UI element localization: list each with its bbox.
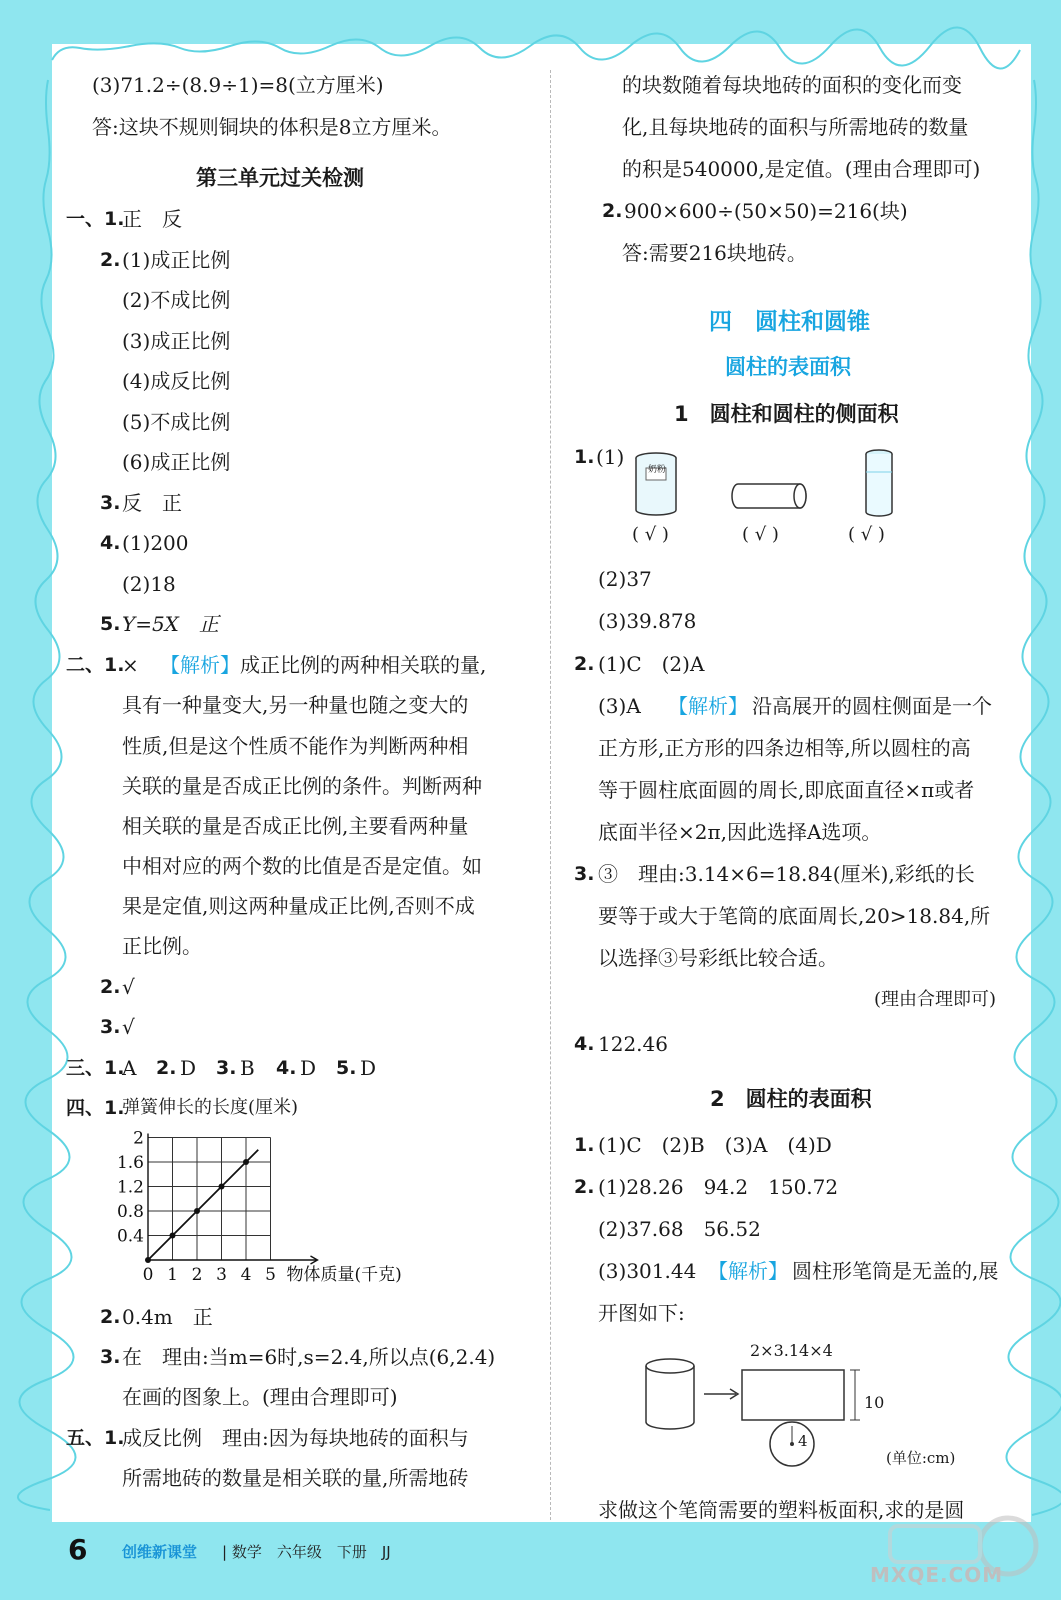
answer-line: (3)71.2÷(8.9÷1)=8(立方厘米): [92, 73, 384, 97]
analysis-text: 沿高展开的圆柱侧面是一个: [752, 694, 992, 718]
answer-text: 所需地砖的数量是相关联的量,所需地砖: [122, 1466, 469, 1490]
answer-text: (1)200: [122, 531, 189, 555]
answer-text: (1)C (2)B (3)A (4)D: [598, 1133, 832, 1157]
analysis-text: 中相对应的两个数的比值是否是定值。如: [122, 854, 482, 878]
data-point: [243, 1159, 249, 1165]
question-number: 一、1.: [66, 208, 125, 230]
question-number: 2.: [100, 976, 121, 998]
answer-text: 要等于或大于笔筒的底面周长,20>18.84,所: [598, 904, 991, 928]
answer-text: (1)成正比例: [122, 248, 231, 272]
analysis-text: 成正比例的两种相关联的量,: [240, 653, 487, 677]
question-number: 三、1.: [66, 1057, 125, 1079]
question-number: 4.: [100, 532, 121, 554]
section-title: 第三单元过关检测: [196, 166, 364, 190]
analysis-text: 求做这个笔筒需要的塑料板面积,求的是圆: [598, 1498, 965, 1522]
answer-text: (4)成反比例: [122, 369, 231, 393]
answer-text: D: [360, 1056, 377, 1080]
answer-text: ③ 理由:3.14×6=18.84(厘米),彩纸的长: [598, 862, 975, 886]
answer-text: 化,且每块地砖的面积与所需地砖的数量: [622, 115, 969, 139]
answer-text: (5)不成比例: [122, 410, 231, 434]
answer-text: D: [180, 1056, 197, 1080]
answer-text: (2)37: [598, 567, 652, 591]
answer-text: 的块数随着每块地砖的面积的变化而变: [622, 73, 962, 97]
x-tick-label: 5: [265, 1265, 276, 1285]
answer-text: 在 理由:当m=6时,s=2.4,所以点(6,2.4): [122, 1345, 496, 1369]
glass-figure: [862, 448, 898, 520]
data-point: [170, 1233, 176, 1239]
analysis-text: 底面半径×2π,因此选择A选项。: [598, 820, 882, 844]
note-text: (理由合理即可): [874, 989, 997, 1010]
line-chart: [110, 1120, 440, 1320]
answer-text: (2)18: [122, 572, 176, 596]
answer-text: 反 正: [122, 491, 182, 515]
check-mark: ( √ ): [848, 524, 885, 545]
answer-text: 成反比例 理由:因为每块地砖的面积与: [122, 1426, 469, 1450]
figure-label: 4: [798, 1432, 808, 1450]
answer-text: (1): [596, 445, 625, 469]
pipe-figure: [730, 480, 810, 514]
analysis-text: 圆柱形笔筒是无盖的,展: [792, 1259, 999, 1283]
analysis-text: 开图如下:: [598, 1301, 685, 1325]
answer-text: √: [122, 1015, 135, 1039]
analysis-text: 正方形,正方形的四条边相等,所以圆柱的高: [598, 736, 971, 760]
answer-text: ×: [122, 653, 139, 677]
answer-text: D: [300, 1056, 317, 1080]
analysis-tag: 【解析】: [708, 1259, 788, 1283]
figure-unit: (单位:cm): [886, 1449, 956, 1467]
subchapter-title: 圆柱的表面积: [725, 355, 851, 379]
column-divider: [550, 70, 551, 1520]
analysis-text: 性质,但是这个性质不能作为判断两种相: [122, 734, 469, 758]
chapter-title: 四 圆柱和圆锥: [709, 309, 870, 335]
question-number: 4.: [276, 1057, 297, 1079]
answer-text: 122.46: [598, 1032, 668, 1056]
question-number: 1.: [574, 1134, 595, 1156]
answer-text: (2)37.68 56.52: [598, 1217, 761, 1241]
answer-text: 正 反: [122, 207, 182, 231]
question-number: 2.: [602, 200, 623, 222]
answer-text: (3)301.44: [598, 1259, 697, 1283]
answer-text: 的积是540000,是定值。(理由合理即可): [622, 157, 981, 181]
figure-label: 10: [864, 1393, 885, 1412]
y-tick-label: 1.2: [116, 1177, 144, 1198]
question-number: 二、1.: [66, 654, 125, 676]
watermark-text: MXQE.COM: [870, 1563, 1004, 1587]
answer-text: (2)不成比例: [122, 288, 231, 312]
x-tick-label: 3: [216, 1265, 227, 1285]
answer-text: 在画的图象上。(理由合理即可): [122, 1385, 398, 1409]
book-info: | 数学 六年级 下册 JJ: [222, 1543, 391, 1561]
question-number: 3.: [216, 1057, 237, 1079]
question-number: 2.: [100, 1306, 121, 1328]
answer-text: (1)C (2)A: [598, 652, 705, 676]
question-number: 3.: [100, 492, 121, 514]
answer-text: Y=5X 正: [122, 612, 219, 636]
x-tick-label: 4: [240, 1265, 252, 1285]
section-title: 1 圆柱和圆柱的侧面积: [674, 402, 899, 426]
answer-text: (3)成正比例: [122, 329, 231, 353]
answer-line: 答:这块不规则铜块的体积是8立方厘米。: [92, 115, 452, 139]
answer-text: (3)A: [598, 694, 641, 718]
question-number: 2.: [100, 249, 121, 271]
answer-text: √: [122, 975, 135, 999]
analysis-text: 具有一种量变大,另一种量也随之变大的: [122, 693, 469, 717]
jar-label: 奶粉: [648, 465, 667, 475]
data-point: [194, 1208, 200, 1214]
check-mark: ( √ ): [742, 524, 779, 545]
page-number: 6: [68, 1533, 88, 1566]
question-number: 五、1.: [66, 1427, 125, 1449]
x-tick-label: 2: [191, 1265, 203, 1285]
data-point: [145, 1257, 151, 1263]
chart-ylabel: 弹簧伸长的长度(厘米): [122, 1097, 299, 1118]
y-tick-label: 1.6: [116, 1153, 144, 1173]
question-number: 3.: [100, 1346, 121, 1368]
y-tick-label: 0.4: [116, 1226, 144, 1247]
question-number: 5.: [336, 1057, 357, 1079]
answer-text: 答:需要216块地砖。: [622, 241, 807, 265]
answer-text: A: [122, 1056, 137, 1080]
analysis-text: 相关联的量是否成正比例,主要看两种量: [122, 814, 469, 838]
answer-text: (1)28.26 94.2 150.72: [598, 1175, 839, 1199]
question-number: 3.: [574, 863, 595, 885]
question-number: 2.: [574, 653, 595, 675]
x-axis-label: 物体质量(千克): [286, 1265, 402, 1285]
check-mark: ( √ ): [632, 524, 669, 545]
analysis-text: 果是定值,则这两种量成正比例,否则不成: [122, 894, 475, 918]
brand-name: 创维新课堂: [122, 1543, 198, 1561]
question-number: 5.: [100, 613, 121, 635]
x-tick-label: 1: [167, 1265, 178, 1285]
figure-label: 2×3.14×4: [750, 1341, 833, 1360]
question-number: 2.: [156, 1057, 177, 1079]
series-line: [148, 1150, 258, 1260]
answer-text: (6)成正比例: [122, 450, 231, 474]
answer-text: B: [240, 1056, 255, 1080]
analysis-tag: 【解析】: [668, 694, 748, 718]
analysis-text: 等于圆柱底面圆的周长,即底面直径×π或者: [598, 778, 975, 802]
data-point: [219, 1184, 225, 1190]
analysis-text: 正比例。: [122, 934, 202, 958]
question-number: 2.: [574, 1176, 595, 1198]
answer-text: 以选择③号彩纸比较合适。: [598, 946, 838, 970]
question-number: 3.: [100, 1016, 121, 1038]
y-tick-label: 0.8: [116, 1202, 144, 1222]
x-tick-label: 0: [142, 1265, 154, 1285]
answer-text: 900×600÷(50×50)=216(块): [624, 199, 908, 223]
section-title: 2 圆柱的表面积: [710, 1087, 872, 1111]
answer-text: (3)39.878: [598, 609, 697, 633]
analysis-tag: 【解析】: [160, 653, 240, 677]
question-number: 四、1.: [66, 1097, 125, 1119]
question-number: 1.: [574, 446, 595, 468]
answer-text: 0.4m 正: [122, 1305, 213, 1329]
y-tick-label: 2: [133, 1128, 144, 1149]
milk-can-figure: [632, 450, 682, 520]
cylinder-net-figure: [640, 1350, 900, 1470]
question-number: 4.: [574, 1033, 595, 1055]
analysis-text: 关联的量是否成正比例的条件。判断两种: [122, 774, 482, 798]
